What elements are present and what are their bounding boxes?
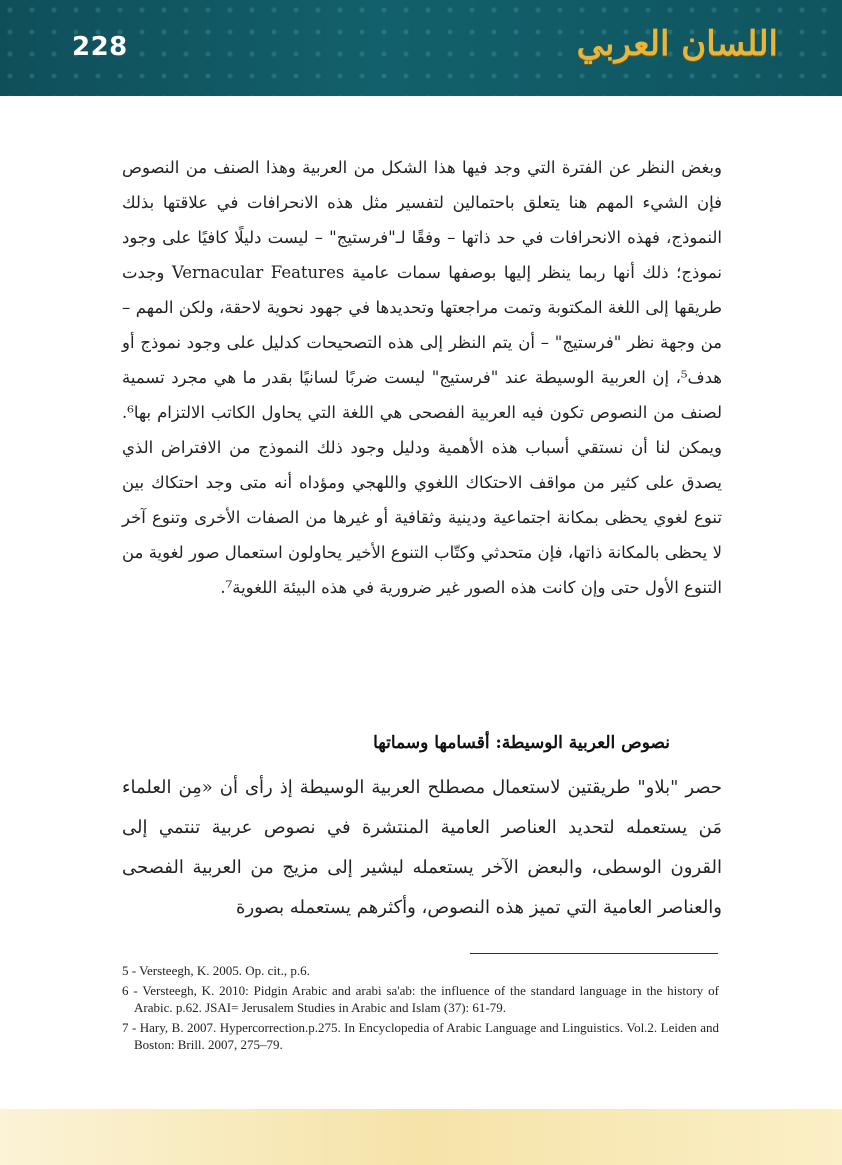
- body-paragraph-1: وبغض النظر عن الفترة التي وجد فيها هذا الشكل من العربية وهذا الصنف من النصوص فإن الشيء المهم هنا يتعلق باحتمالين لتفسير مثل هذه الانحرافات في علاقتها بذلك النموذج، فهذه الانحرافات في حد ذاتها – وفقًا لـ"فرستيج" – ليست دليلًا كافيًا على وجود نموذج؛ ذلك أنها ربما ينظر إليها بوصفها سمات عامية Vernacular Features وجدت طريقها إلى اللغة المكتوبة وتمت مراجعتها وتحديدها في جهود نحوية لاحقة، ولكن المهم – من وجهة نظر "فرستيج" – أن يتم النظر إلى هذه التصحيحات كدليل على وجود نموذج أو هدف⁵، إن العربية الوسيطة عند "فرستيج" ليست ضربًا لسانيًا بقدر ما هي مجرد تسمية لصنف من النصوص تكون فيه العربية الفصحى هي اللغة التي يحاول الكاتب الالتزام بها⁶. ويمكن لنا أن نستقي أسباب هذه الأهمية ودليل وجود ذلك النموذج من الافتراض الذي يصدق على كثير من مواقف الاحتكاك اللغوي واللهجي ومؤداه أنه متى وجد احتكاك بين تنوع لغوي يحظى بمكانة اجتماعية ودينية وثقافية أو غيرها من الصفات الأخرى وتنوع آخر لا يحظى بالمكانة ذاتها، فإن متحدثي وكتّاب التنوع الأخير يحاولون استعمال صور لغوية من التنوع الأول حتى وإن كانت هذه الصور غير ضرورية في هذه البيئة اللغوية⁷.: [122, 158, 722, 597]
- page-header: [0, 0, 842, 96]
- footnote-6: 6 - Versteegh, K. 2010: Pidgin Arabic and arabi sa'ab: the influence of the standard language in the history of Arabic. p.62. JSAI= Jerusalem Studies in Arabic and Islam (37): 61-79.: [122, 983, 719, 1015]
- body-paragraph-2: حصر "بلاو" طريقتين لاستعمال مصطلح العربية الوسيطة إذ رأى أن «مِن العلماء مَن يستعمله لتحديد العناصر العامية المنتشرة في نصوص عربية تنتمي إلى القرون الوسطى، والبعض الآخر يستعمله ليشير إلى مزيج من العربية الفصحى والعناصر العامية التي تميز هذه النصوص، وأكثرهم يستعمله بصورة: [122, 777, 722, 918]
- footnote-5: 5 - Versteegh, K. 2005. Op. cit., p.6.: [122, 963, 310, 978]
- page-footer-band: [0, 1109, 842, 1165]
- page-number: 228: [72, 32, 128, 62]
- section-title: نصوص العربية الوسيطة: أقسامها وسماتها: [373, 733, 670, 753]
- footnote-separator: [470, 953, 718, 954]
- journal-logo: اللسان العربي: [576, 24, 778, 64]
- footnote-7: 7 - Hary, B. 2007. Hypercorrection.p.275. In Encyclopedia of Arabic Language and Linguistics. Vol.2. Leiden and Boston: Brill. 2007, 275–79.: [122, 1020, 719, 1052]
- footnotes: [122, 962, 719, 1056]
